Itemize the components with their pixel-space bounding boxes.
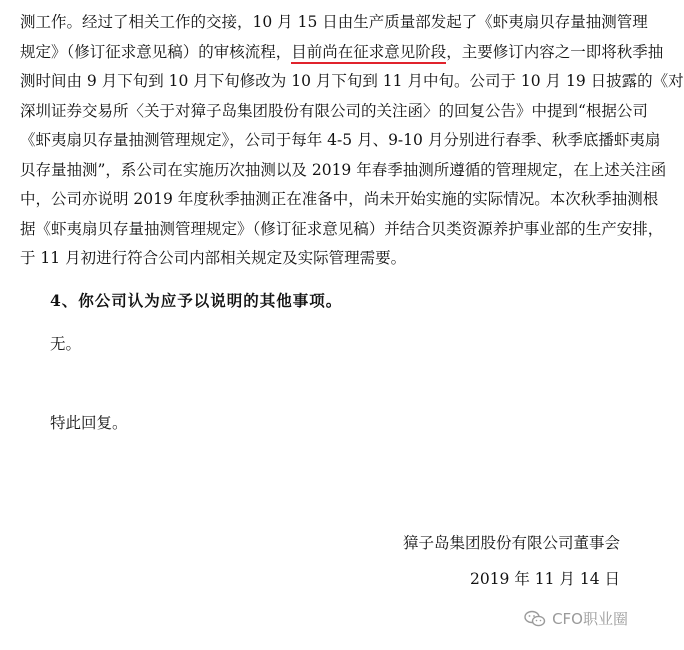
wechat-icon [524, 610, 546, 628]
body-line: 中，公司亦说明 2019 年度秋季抽测正在准备中，尚未开始实施的实际情况。本次秋季抽测根 [20, 190, 659, 208]
body-line: 《虾夷扇贝存量抽测管理规定》，公司于每年 4-5 月、9-10 月分别进行春季、秋季底播虾夷扇 [20, 131, 661, 149]
body-line: 深圳证券交易所〈关于对獐子岛集团股份有限公司的关注函〉的回复公告》中提到“根据公司 [20, 101, 648, 120]
watermark-text: CFO职业圈 [552, 610, 628, 628]
body-line: 贝存量抽测”，系公司在实施历次抽测以及 2019 年春季抽测所遵循的管理规定，在上述关注函 [20, 160, 667, 179]
body-line [0, 38, 664, 68]
highlighted-phrase: 目前尚在征求意见阶段 [291, 43, 446, 64]
document-date: 2019 年 11 月 14 日 [469, 570, 620, 588]
answer-text: 无。 [50, 335, 82, 353]
body-line: 测时间由 9 月下旬到 10 月下旬修改为 10 月下旬到 11 月中旬。公司于 10 月 19 日披露的《对 [20, 72, 684, 90]
body-line-text: 规定》（修订征求意见稿）的审核流程， [20, 42, 292, 61]
section-heading: 4、你公司认为应予以说明的其他事项。 [50, 291, 343, 310]
signatory: 獐子岛集团股份有限公司董事会 [402, 534, 620, 552]
watermark [524, 608, 628, 629]
body-line: 于 11 月初进行符合公司内部相关规定及实际管理需要。 [20, 249, 407, 267]
closing-text: 特此回复。 [50, 414, 128, 432]
body-line: 据《虾夷扇贝存量抽测管理规定》（修订征求意见稿）并结合贝类资源养护事业部的生产安排， [20, 219, 664, 238]
body-line: 测工作。经过了相关工作的交接，10 月 15 日由生产质量部发起了《虾夷扇贝存量抽测管理 [20, 13, 648, 31]
body-paragraph [0, 8, 684, 274]
body-line-tail: ，主要修订内容之一即将秋季抽 [446, 42, 664, 61]
